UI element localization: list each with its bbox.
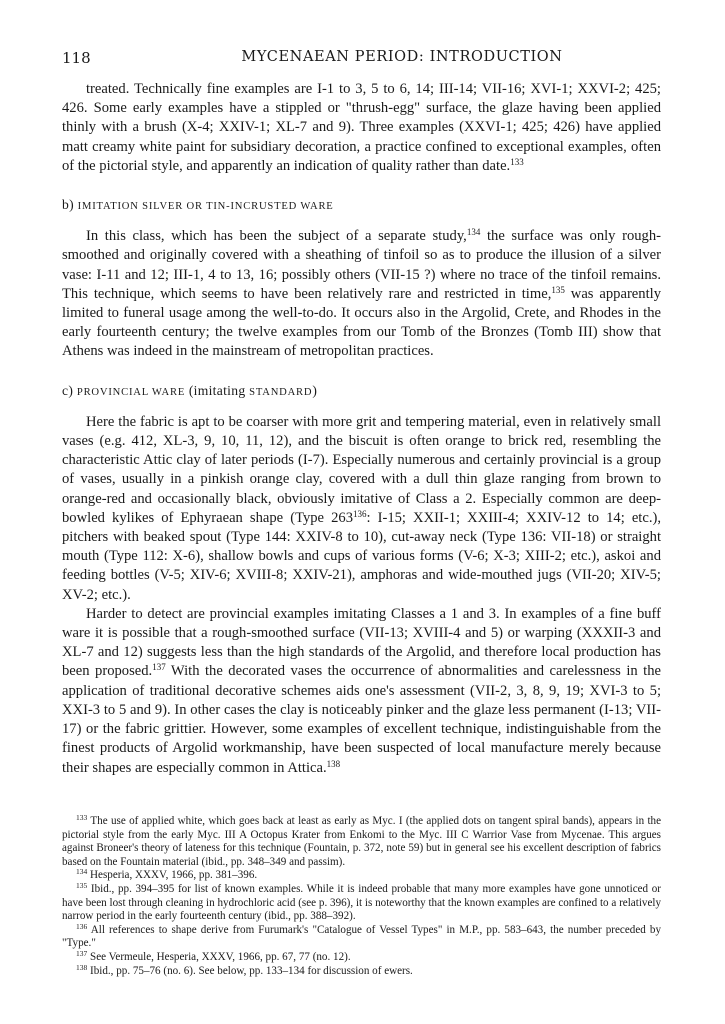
main-text	[62, 80, 661, 778]
page-number: 118	[62, 49, 91, 67]
footnote: $^{137}$ See Vermeule, Hesperia, XXXV, 1966, pp. 67, 77 (no. 12).	[76, 948, 351, 963]
footnote-ref-134: 134	[466, 227, 481, 238]
footnote: $^{138}$ Ibid., pp. 75–76 (no. 6). See below, pp. 133–134 for discussion of ewers.	[76, 962, 413, 977]
footnote: $^{136}$ All references to shape derive from Furumark's "Catalogue of Vessel Types" in M.P., pp. 583–643, the number preceded by "Type."	[62, 921, 661, 950]
section-heading-b: b) IMITATION SILVER OR TIN-INCRUSTED WARE	[62, 197, 334, 213]
section-heading-c-title: PROVINCIAL WARE	[76, 386, 186, 398]
paragraph-continued: treated. Technically fine examples are I-1 to 3, 5 to 6, 14; III-14; VII-16; XVI-1; XXVI-2; 425; 426. Some early examples have a stippled or "thrush-egg" surface, the glaze having been applied thinly with a brush (X-4; XXIV-1; XL-7 and 9). Three examples (XXVI-1; 425; 426) have applied matt creamy white paint for subsidiary decoration, a practice confined to exceptional examples, often of the pictorial style, and apparently an indication of quality rather than date.$^{133}$	[62, 81, 661, 174]
footnotes	[62, 815, 661, 978]
section-heading-c: c) PROVINCIAL WARE (imitating STANDARD)	[62, 382, 318, 398]
section-heading-b-title: IMITATION SILVER OR TIN-INCRUSTED WARE	[77, 201, 334, 213]
running-head: MYCENAEAN PERIOD: INTRODUCTION	[241, 49, 563, 65]
footnote: $^{133}$ The use of applied white, which goes back at least as early as Myc. I (the applied dots on tangent spiral bands), appears in the pictorial style from the early Myc. III A Octopus Krater from Enkomi to the Myc. III C Warrior Vase from Mycenae. This argues against Broneer's theory of lateness for this technique (Fountain, p. 372, note 59) but in general see his excellent description of fabrics based on the Fountain material (ibid., pp. 348–349 and passim).	[62, 813, 661, 868]
footnote-ref-138: 138	[326, 758, 341, 769]
footnote-ref-133: 133	[510, 156, 524, 167]
page-header	[62, 49, 662, 69]
footnote-ref-135: 135	[551, 284, 565, 295]
paragraph-provincial-ware: Here the fabric is apt to be coarser with more grit and tempering material, even in relatively small vases (e.g. 412, XL-3, 9, 10, 11, 12), and the biscuit is often orange to brick red, resembling the characteristic Attic clay of later periods (I-7). Especially numerous and certainly provincial is a group of vases, usually in a pinkish orange clay, covered with a dull thin glaze ranging from brown to orange-red and occasionally black, obviously imitative of Class a 2. Especially common are deep-bowled kylikes of Ephyraean shape (Type $263^{136}$: I-15; XXII-1; XXIII-4; XXIV-12 to 14; etc.), pitchers with beaked spout (Type 144: XXIV-8 to 10), cut-away neck (Type 136: VII-18) or straight mouth (Type 112: X-6), shallow bowls and cups of various forms (V-6; X-3; XIII-2; etc.), askoi and feeding bottles (V-5; XIV-6; XVIII-8; XXIV-21), amphoras and wide-mouthed jugs (VII-20; XIV-5; XV-2; etc.).	[62, 413, 661, 603]
footnote: $^{134}$ Hesperia, XXXV, 1966, pp. 381–396.	[76, 867, 258, 882]
paragraph-silver-ware: In this class, which has been the subject of a separate study,$^{134}$ the surface was only rough-smoothed and originally covered with a sheathing of tinfoil so as to produce the illusion of a silver vase: I-11 and 12; III-1, 4 to 13, 16; possibly others (VII-15 ?) where no trace of the tinfoil remains. This technique, which seems to have been relatively rare and restricted in time,$^{135}$ was apparently limited to funeral usage among the well-to-do. It occurs also in the Argolid, Crete, and Rhodes in the early fourteenth century; the twelve examples from our Tomb of the Bronzes (Tomb III) show that Athens was indeed in the mainstream of metropolitan practices.	[62, 227, 662, 360]
paragraph-provincial-imitations: Harder to detect are provincial examples imitating Classes a 1 and 3. In examples of a fine buff ware it is possible that a rough-smoothed surface (VII-13; XVIII-4 and 5) or warping (XXXII-3 and XL-7 and 12) suggests less than the high standards of the Argolid, and therefore local production has been proposed.$^{137}$ With the decorated vases the occurrence of abnormalities and carelessness in the application of traditional decorative schemes aids one's assessment (VII-2, 3, 8, 9, 19; XVI-3 to 5; XXI-3 to 5 and 9). In other cases the clay is noticeably pinker and the glaze less permanent (I-13; VII-17) or the fabric grittier. However, some examples of excellent technique, indistinguishable from the finest products of Argolid workmanship, have been suspected of local manufacture merely because their shapes are especially common in Attica.$^{138}$	[62, 605, 661, 776]
footnote: $^{135}$ Ibid., pp. 394–395 for list of known examples. While it is indeed probable that many more examples have gone unnoticed or have been lost through cleaning in hydrochloric acid (see p. 396), it is noteworthy that the known examples are confined to a relatively narrow period in the early fourteenth century (ibid., pp. 388–392).	[62, 880, 661, 923]
footnote-ref-136: 136	[353, 508, 367, 519]
footnote-ref-137: 137	[152, 662, 166, 673]
